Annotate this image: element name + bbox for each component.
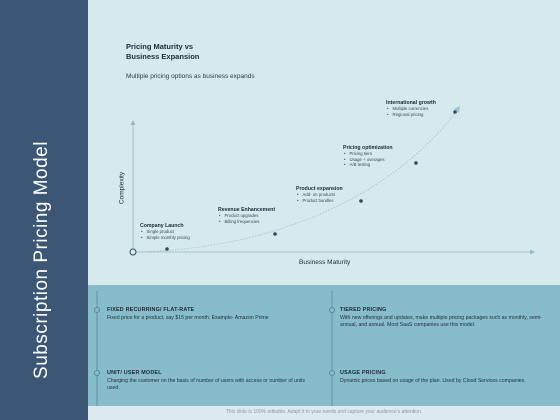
maturity-chart-panel	[88, 0, 560, 285]
stage-international-growth	[386, 100, 436, 117]
footer-text: This slide is 100% editable. Adapt it to your needs and capture your audience's attention.	[225, 409, 423, 415]
model-title: UNIT/ USER MODEL	[107, 370, 162, 376]
chart-title-line-2: Business Expansion	[126, 52, 200, 61]
stage-title: Pricing optimization	[343, 145, 393, 151]
model-marker	[329, 370, 335, 376]
stage-title: International growth	[386, 100, 436, 106]
stage-dot-company-launch	[165, 247, 169, 251]
model-marker	[329, 307, 335, 313]
model-tiered-pricing	[340, 307, 548, 329]
stage-bullet: • Regional pricing	[386, 112, 436, 118]
y-axis-label: Complexity	[118, 171, 126, 205]
stage-bullet: • Single product	[140, 229, 190, 235]
model-usage-pricing	[340, 370, 548, 385]
x-axis-label: Business Maturity	[299, 259, 351, 266]
stage-bullet: • Usage + overages	[343, 157, 393, 163]
x-axis-arrow	[530, 250, 535, 255]
chart-title	[126, 42, 246, 62]
model-body: Fixed price for a product, say $15 per month. Example- Amazon Prime	[107, 315, 269, 321]
slide-title: Subscription Pricing Model	[31, 141, 52, 379]
stage-bullet: • Simple monthly pricing	[140, 235, 190, 241]
chart-subtitle: Multiple pricing options as business expands	[126, 73, 255, 80]
model-unit-user	[107, 370, 315, 392]
stage-title: Product expansion	[296, 186, 343, 192]
stage-pricing-optimization	[343, 145, 393, 168]
stage-title: Company Launch	[140, 223, 184, 229]
stage-dot-international-growth	[453, 110, 457, 114]
stage-dot-pricing-optimization	[414, 161, 418, 165]
stage-bullet: • Billing frequencies	[218, 219, 278, 225]
stage-bullet: • A/B testing	[343, 162, 393, 168]
footer	[88, 406, 560, 420]
model-body: With new offerings and updates, make multiple pricing packages such as monthly, semi-annual, and annual. Most SaaS companies use this model.	[340, 315, 542, 328]
stage-bullet: • Add- on products	[296, 192, 343, 198]
model-marker	[94, 307, 100, 313]
stage-bullet: • Pricing tiers	[343, 151, 393, 157]
stage-bullet: • Product upgrades	[218, 213, 278, 219]
stage-dot-revenue-enhancement	[273, 232, 277, 236]
model-marker	[94, 370, 100, 376]
stage-company-launch	[140, 223, 190, 240]
stage-bullet: • Product bundles	[296, 198, 343, 204]
stage-dot-product-expansion	[359, 199, 363, 203]
chart-title-line-1: Pricing Maturity vs	[126, 42, 194, 51]
model-title: USAGE PRICING	[340, 370, 386, 376]
model-body: Charging the customer on the basis of number of users with access or number of units used.	[107, 378, 306, 391]
stage-title: Revenue Enhancement	[218, 207, 276, 213]
model-title: TIERED PRICING	[340, 307, 387, 313]
y-axis-arrow	[131, 120, 136, 125]
stage-revenue-enhancement	[218, 207, 278, 224]
model-body: Dynamic prices based on usage of the plan. Used by Cloud Services companies.	[340, 378, 526, 384]
stage-bullet: • Multiple currencies	[386, 106, 436, 112]
model-title: FIXED RECURRING/ FLAT-RATE	[107, 307, 195, 313]
model-fixed-recurring	[107, 307, 315, 322]
stage-product-expansion	[296, 186, 343, 203]
sidebar	[0, 0, 88, 420]
pricing-models-panel	[88, 285, 560, 406]
origin-marker	[130, 249, 136, 255]
